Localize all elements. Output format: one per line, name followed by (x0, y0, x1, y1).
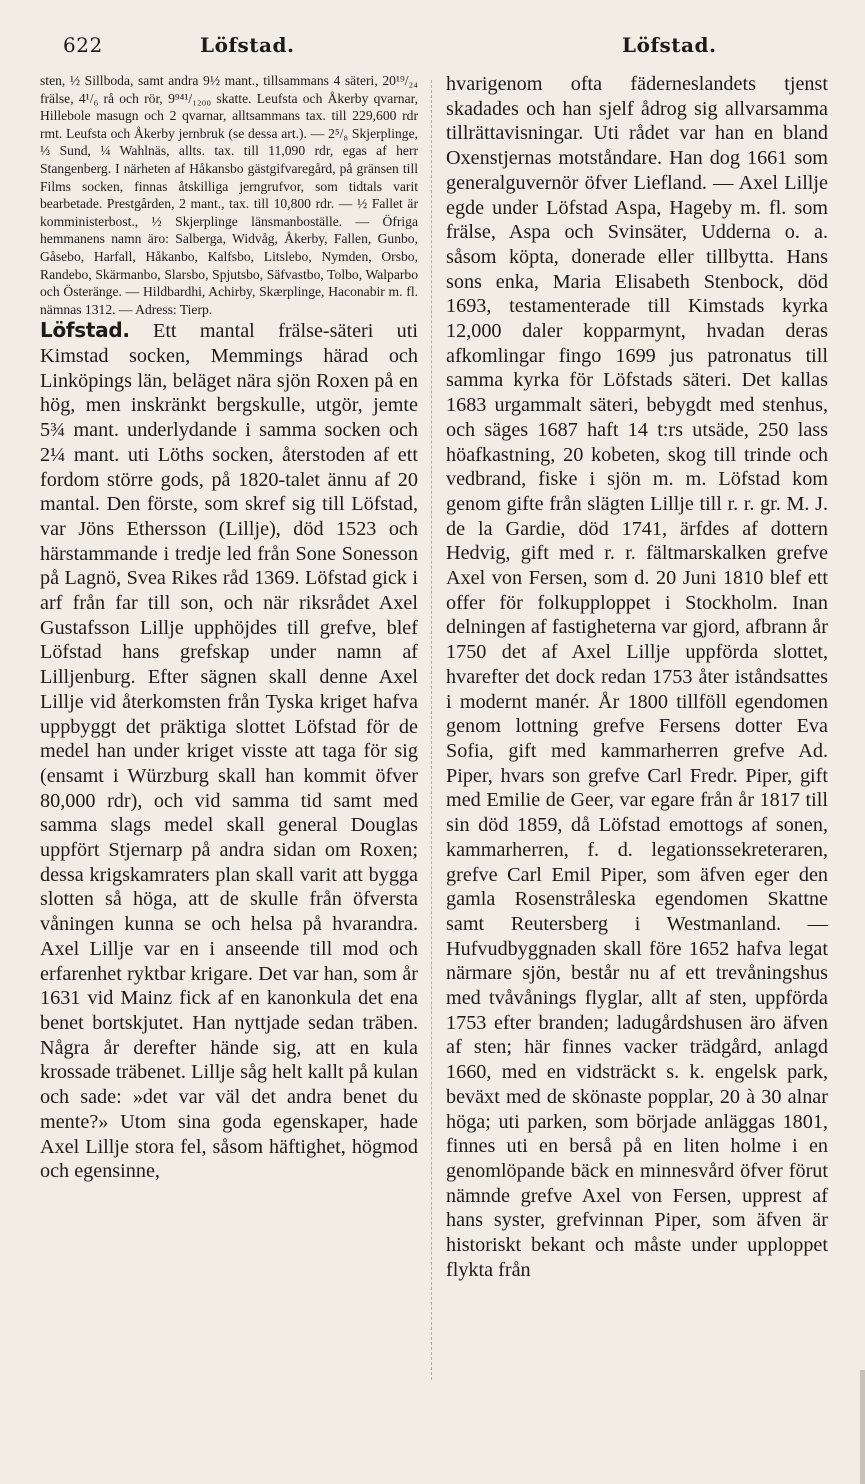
running-head-left: Löfstad. (200, 33, 295, 57)
page-edge-shadow (860, 1370, 865, 1484)
running-head-right: Löfstad. (622, 33, 717, 57)
entry-headword: Löfstad. (40, 318, 130, 343)
entry-lofstad (40, 318, 418, 1184)
previous-entry-continuation: sten, ½ Sillboda, samt andra 9½ mant., tillsammans 4 säteri, 20¹⁹/₂₄ frälse, 4¹/₆ rå och rör, 9⁹⁴¹/₁₂₀₀ skatte. Leufsta och Åkerby qvarnar, Hillebole masugn och 2 qvarnar, alltsammans tax. till 229,600 rdr rmt. Leufsta och Åkerby jernbruk (se dessa art.). — 2⁵/₈ Skjerplinge, ⅓ Sund, ¼ Wahlnäs, allts. tax. till 11,090 rdr, egas af herr Stangenberg. I närheten af Håkansbo gästgifvaregård, på gränsen till Films socken, finnas åtskilliga jerngrufvor, som tidtals varit bearbetade. Prestgården, 2 mant., tax. till 10,800 rdr. — ½ Fallet är komministerbost., ½ Skjerplinge länsmanboställe. — Öfriga hemmanens namn äro: Salberga, Widvåg, Åkerby, Fallen, Gunbo, Gåsebo, Harfall, Håkanbo, Kalfsbo, Litslebo, Nymden, Orsbo, Randebo, Skärmanbo, Slarsbo, Spjutsbo, Säfvastbo, Tolbo, Walparbo och Österänge. — Hildbardhi, Achirby, Skærplinge, Haconabir m. fl. nämnas 1312. — Adress: Tierp. (40, 73, 418, 317)
page-number: 622 (63, 33, 103, 57)
entry-body: Ett mantal frälse-säteri uti Kimstad socken, Memmings härad och Linköpings län, beläget nära sjön Roxen på en hög, men inskränkt bergskulle, utgör, jemte 5¾ mant. underlydande i samma socken och 2¼ mant. uti Löths socken, återstoden af ett fordom större gods, på 1820-talet ännu af 20 mantal. Den förste, som skref sig till Löfstad, var Jöns Ethersson (Lillje), död 1523 och härstammande i tredje led från Sone Sonesson på Lagnö, Svea Rikes råd 1369. Löfstad gick i arf från far till son, och när riksrådet Axel Gustafsson Lillje upphöjdes till grefve, blef Löfstad hans grefskap under namn af Lilljenburg. Efter sägnen skall denne Axel Lillje vid återkomsten från Tyska kriget hafva uppbyggt det präktiga slottet Löfstad för de medel han under kriget visste att taga för sig (ensamt i Würzburg skall han kommit öfver 80,000 rdr), och vid samma tid samt med samma slags medel skall general Douglas uppfört Stjernarp på andra sidan om Roxen; dessa krigskamraters plan skall varit att bygga slotten så höga, att de skulle från öfversta våningen kunna se och helsa på hvarandra. Axel Lillje var en i anseende till mod och erfarenhet ryktbar krigare. Det var han, som år 1631 vid Mainz fick af en kanonkula det ena benet bortskjutet. Han nyttjade sedan träben. Några år derefter hände sig, att en kula krossade träbenet. Lillje såg helt kallt på kulan och sade: »det var väl det andra benet du mente?» Utom sina goda egenskaper, hade Axel Lillje stora fel, såsom häftighet, högmod och egensinne, (40, 320, 418, 1183)
right-column (446, 72, 828, 1282)
column-divider (431, 80, 432, 1380)
entry-continuation: hvarigenom ofta fäderneslandets tjenst skadades och han sjelf ådrog sig allvarsamma tillrättavisningar. Uti rådet var han en bland Oxenstjernas motståndare. Han dog 1661 som generalguvernör öfver Liefland. — Axel Lillje egde under Löfstad Aspa, Hageby m. fl. som frälse, Aspa och Svinsäter, Udderna o. a. såsom köpta, donerade eller tillbytta. Hans sons enka, Maria Elisabeth Stenbock, död 1693, testamenterade till Kimstads kyrka 12,000 daler kopparmynt, hvadan deras afkomlingar fingo 1699 jus patronatus till samma kyrka för Löfstads säteri. Det kallas 1683 urgammalt säteri, bebygdt med stenhus, och säges 1687 haft 14 t:rs utsäde, 250 lass höafkastning, 20 kobeten, skog till trinde och vedbrand, fiske i sjön m. m. Löfstad kom genom gifte från slägten Lillje till r. r. gr. M. J. de la Gardie, död 1741, ärfdes af dottern Hedvig, gift med r. r. fältmarskalken grefve Axel von Fersen, som d. 20 Juni 1810 blef ett offer för folkupploppet i Stockholm. Inan delningen af fastigheterna var gjord, afbrann år 1750 det af Axel Lillje uppförda slottet, hvarefter det dock redan 1753 åter iståndsattes i modernt manér. År 1800 tillföll egendomen genom lottning grefve Fersens dotter Eva Sofia, gift med kammarherren grefve Ad. Piper, hvars son grefve Carl Fredr. Piper, gift med Emilie de Geer, var egare från år 1817 till sin död 1859, då Löfstad emottogs af sonen, kammarherren, f. d. legationssekreteraren, grefve Carl Emil Piper, som äfven eger den gamla Rosenstråleska egendomen Skattne samt Reutersberg i Westmanland. — Hufvudbyggnaden skall före 1652 hafva legat närmare sjön, består nu af ett trevåningshus med tvåvånings flyglar, allt af sten, uppförda 1753 efter branden; ladugårdshusen äro äfven af sten; här finnes vacker trädgård, anlagd 1660, med en vidsträckt s. k. engelsk park, beväxt med de skönaste popplar, 20 à 30 alnar höga; uti parken, som började anläggas 1801, finnes uti en berså på en liten holme i en genomlöpande bäck en minnesvård öfver förut nämnde grefve Axel von Fersen, upprest af hans syster, grefvinnan Piper, som äfven är historiskt bekant och måste under upploppet flykta från (446, 73, 828, 1281)
left-column (40, 72, 418, 1184)
